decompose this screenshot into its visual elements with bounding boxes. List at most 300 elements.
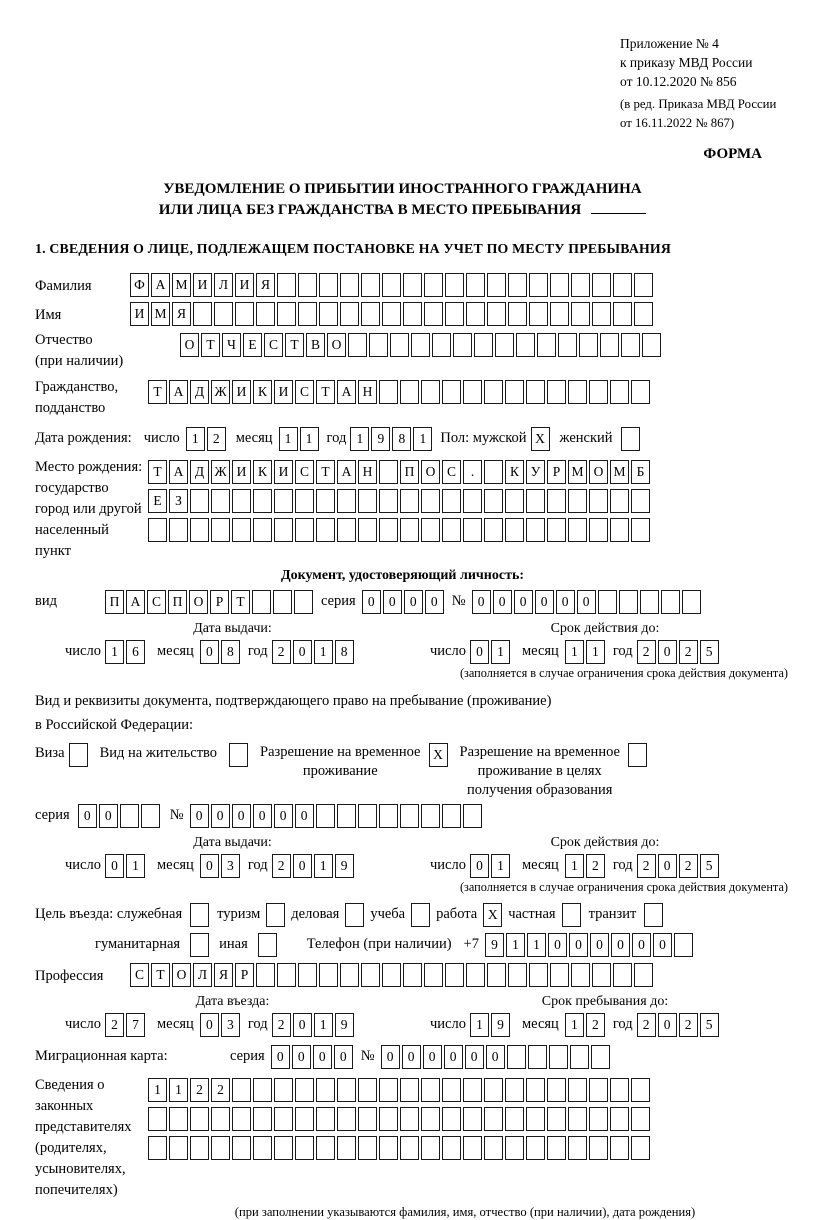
form-cell[interactable] (484, 1107, 503, 1131)
form-cell[interactable] (345, 903, 364, 927)
form-cell[interactable]: Ж (211, 460, 230, 484)
permit-series-cells[interactable] (78, 804, 160, 828)
form-cell[interactable] (316, 489, 335, 513)
form-cell[interactable]: 1 (491, 640, 510, 664)
form-cell[interactable]: С (295, 380, 314, 404)
form-cell[interactable] (610, 1078, 629, 1102)
form-cell[interactable]: Т (148, 460, 167, 484)
form-cell[interactable]: 9 (335, 854, 354, 878)
birthplace-cells-line3[interactable] (148, 518, 650, 542)
form-cell[interactable]: А (169, 460, 188, 484)
form-cell[interactable]: А (337, 460, 356, 484)
form-cell[interactable] (549, 1045, 568, 1069)
form-cell[interactable] (316, 518, 335, 542)
form-cell[interactable]: 1 (279, 427, 298, 451)
form-cell[interactable] (631, 1078, 650, 1102)
form-cell[interactable]: 2 (105, 1013, 124, 1037)
form-cell[interactable]: 0 (293, 1013, 312, 1037)
form-cell[interactable]: 0 (423, 1045, 442, 1069)
form-cell[interactable] (235, 302, 254, 326)
form-cell[interactable] (337, 1107, 356, 1131)
form-cell[interactable]: 2 (637, 640, 656, 664)
form-cell[interactable] (529, 302, 548, 326)
form-cell[interactable] (421, 1107, 440, 1131)
form-cell[interactable] (568, 1136, 587, 1160)
form-cell[interactable]: 2 (272, 1013, 291, 1037)
form-cell[interactable] (589, 489, 608, 513)
form-cell[interactable] (550, 302, 569, 326)
form-cell[interactable]: 3 (221, 854, 240, 878)
form-cell[interactable]: 0 (658, 640, 677, 664)
form-cell[interactable] (411, 903, 430, 927)
form-cell[interactable] (253, 1136, 272, 1160)
purpose-business-checkbox[interactable] (345, 903, 364, 927)
form-cell[interactable]: 2 (211, 1078, 230, 1102)
form-cell[interactable] (379, 804, 398, 828)
form-cell[interactable] (579, 333, 598, 357)
form-cell[interactable]: Р (235, 963, 254, 987)
form-cell[interactable]: Д (190, 380, 209, 404)
form-cell[interactable]: П (168, 590, 187, 614)
form-cell[interactable] (358, 804, 377, 828)
form-cell[interactable] (295, 489, 314, 513)
permit-number-cells[interactable] (190, 804, 482, 828)
form-cell[interactable] (421, 1136, 440, 1160)
form-cell[interactable] (610, 1136, 629, 1160)
form-cell[interactable]: И (274, 460, 293, 484)
form-cell[interactable]: 1 (169, 1078, 188, 1102)
form-cell[interactable]: 0 (632, 933, 651, 957)
form-cell[interactable]: 0 (200, 1013, 219, 1037)
form-cell[interactable]: М (610, 460, 629, 484)
form-cell[interactable] (229, 743, 248, 767)
form-cell[interactable] (442, 518, 461, 542)
representatives-cells-line2[interactable] (148, 1107, 650, 1131)
form-cell[interactable]: 9 (335, 1013, 354, 1037)
form-cell[interactable]: 1 (314, 1013, 333, 1037)
form-cell[interactable] (253, 489, 272, 513)
birthplace-cells-line2[interactable] (148, 489, 650, 513)
form-cell[interactable]: 0 (402, 1045, 421, 1069)
phone-cells[interactable] (485, 933, 693, 957)
form-cell[interactable] (598, 590, 617, 614)
form-cell[interactable]: 8 (392, 427, 411, 451)
form-cell[interactable]: С (130, 963, 149, 987)
form-cell[interactable] (642, 333, 661, 357)
form-cell[interactable]: 2 (637, 854, 656, 878)
form-cell[interactable] (568, 518, 587, 542)
form-cell[interactable] (442, 1078, 461, 1102)
doc-issue-month-cells[interactable] (200, 640, 240, 664)
form-cell[interactable]: X (483, 903, 502, 927)
form-cell[interactable] (631, 489, 650, 513)
form-cell[interactable] (421, 804, 440, 828)
form-cell[interactable]: 0 (274, 804, 293, 828)
form-cell[interactable] (442, 1107, 461, 1131)
purpose-transit-checkbox[interactable] (644, 903, 663, 927)
form-cell[interactable]: 2 (207, 427, 226, 451)
form-cell[interactable] (508, 302, 527, 326)
form-cell[interactable] (400, 804, 419, 828)
form-cell[interactable]: 0 (556, 590, 575, 614)
form-cell[interactable] (568, 489, 587, 513)
form-cell[interactable] (298, 302, 317, 326)
form-cell[interactable] (319, 302, 338, 326)
purpose-private-checkbox[interactable] (562, 903, 581, 927)
form-cell[interactable] (526, 1078, 545, 1102)
form-cell[interactable]: О (180, 333, 199, 357)
form-cell[interactable]: Е (243, 333, 262, 357)
form-cell[interactable] (298, 273, 317, 297)
form-cell[interactable]: 0 (253, 804, 272, 828)
form-cell[interactable]: И (232, 380, 251, 404)
form-cell[interactable] (445, 302, 464, 326)
form-cell[interactable] (508, 963, 527, 987)
form-cell[interactable]: 8 (335, 640, 354, 664)
form-cell[interactable] (463, 489, 482, 513)
form-cell[interactable]: 2 (679, 854, 698, 878)
form-cell[interactable] (120, 804, 139, 828)
form-cell[interactable] (232, 1107, 251, 1131)
form-cell[interactable] (589, 518, 608, 542)
form-cell[interactable]: 0 (514, 590, 533, 614)
form-cell[interactable]: 0 (465, 1045, 484, 1069)
form-cell[interactable] (661, 590, 680, 614)
form-cell[interactable] (474, 333, 493, 357)
form-cell[interactable]: Я (256, 273, 275, 297)
form-cell[interactable]: С (264, 333, 283, 357)
form-cell[interactable]: Д (190, 460, 209, 484)
entry-month-cells[interactable] (200, 1013, 240, 1037)
form-cell[interactable] (193, 302, 212, 326)
form-cell[interactable]: С (147, 590, 166, 614)
form-cell[interactable]: П (105, 590, 124, 614)
form-cell[interactable] (379, 1136, 398, 1160)
form-cell[interactable]: 0 (472, 590, 491, 614)
form-cell[interactable] (274, 1107, 293, 1131)
form-cell[interactable] (610, 1107, 629, 1131)
form-cell[interactable] (382, 963, 401, 987)
temp-residence-checkbox[interactable] (429, 743, 448, 767)
form-cell[interactable] (505, 380, 524, 404)
form-cell[interactable] (628, 743, 647, 767)
residence-permit-checkbox[interactable] (229, 743, 248, 767)
form-cell[interactable] (463, 1136, 482, 1160)
form-cell[interactable]: А (126, 590, 145, 614)
patronymic-cells[interactable] (180, 330, 661, 357)
form-cell[interactable] (445, 273, 464, 297)
form-cell[interactable] (421, 489, 440, 513)
form-cell[interactable]: Я (214, 963, 233, 987)
form-cell[interactable] (295, 1136, 314, 1160)
form-cell[interactable] (403, 302, 422, 326)
form-cell[interactable]: Н (358, 380, 377, 404)
form-cell[interactable]: 8 (221, 640, 240, 664)
form-cell[interactable] (319, 273, 338, 297)
form-cell[interactable] (256, 963, 275, 987)
citizenship-cells[interactable] (148, 377, 650, 404)
doc-type-cells[interactable] (105, 590, 313, 614)
form-cell[interactable] (529, 273, 548, 297)
form-cell[interactable]: Т (201, 333, 220, 357)
form-cell[interactable]: 1 (413, 427, 432, 451)
form-cell[interactable]: И (130, 302, 149, 326)
form-cell[interactable] (674, 933, 693, 957)
form-cell[interactable] (295, 1078, 314, 1102)
form-cell[interactable] (421, 518, 440, 542)
form-cell[interactable]: 0 (590, 933, 609, 957)
form-cell[interactable]: 0 (470, 854, 489, 878)
form-cell[interactable]: Т (316, 460, 335, 484)
form-cell[interactable] (424, 302, 443, 326)
form-cell[interactable]: 0 (292, 1045, 311, 1069)
representatives-cells-line1[interactable] (148, 1075, 650, 1102)
form-cell[interactable]: Л (193, 963, 212, 987)
form-cell[interactable] (505, 1136, 524, 1160)
form-cell[interactable]: 6 (126, 640, 145, 664)
form-cell[interactable] (589, 1078, 608, 1102)
form-cell[interactable] (337, 1078, 356, 1102)
form-cell[interactable] (442, 380, 461, 404)
form-cell[interactable]: Ж (211, 380, 230, 404)
form-cell[interactable]: 1 (314, 854, 333, 878)
form-cell[interactable]: О (589, 460, 608, 484)
stay-year-cells[interactable] (637, 1013, 719, 1037)
birth-year-cells[interactable] (350, 427, 432, 451)
form-cell[interactable]: 0 (362, 590, 381, 614)
form-cell[interactable] (211, 1136, 230, 1160)
form-cell[interactable] (294, 590, 313, 614)
form-cell[interactable]: 1 (148, 1078, 167, 1102)
form-cell[interactable]: 5 (700, 640, 719, 664)
form-cell[interactable]: Р (547, 460, 566, 484)
form-cell[interactable] (277, 302, 296, 326)
form-cell[interactable]: 1 (491, 854, 510, 878)
form-cell[interactable] (382, 302, 401, 326)
form-cell[interactable] (619, 590, 638, 614)
form-cell[interactable]: 0 (381, 1045, 400, 1069)
form-cell[interactable] (316, 1136, 335, 1160)
form-cell[interactable] (211, 489, 230, 513)
form-cell[interactable] (337, 804, 356, 828)
form-cell[interactable] (631, 518, 650, 542)
form-cell[interactable]: 0 (548, 933, 567, 957)
form-cell[interactable] (316, 1078, 335, 1102)
form-cell[interactable]: У (526, 460, 545, 484)
doc-issue-year-cells[interactable] (272, 640, 354, 664)
form-cell[interactable]: 0 (200, 640, 219, 664)
form-cell[interactable]: К (253, 380, 272, 404)
form-cell[interactable] (507, 1045, 526, 1069)
form-cell[interactable] (148, 1136, 167, 1160)
form-cell[interactable]: Ф (130, 273, 149, 297)
form-cell[interactable] (466, 302, 485, 326)
form-cell[interactable] (592, 273, 611, 297)
form-cell[interactable] (256, 302, 275, 326)
form-cell[interactable]: З (169, 489, 188, 513)
form-cell[interactable]: 0 (99, 804, 118, 828)
entry-day-cells[interactable] (105, 1013, 145, 1037)
form-cell[interactable] (600, 333, 619, 357)
form-cell[interactable] (400, 1136, 419, 1160)
form-cell[interactable]: 1 (105, 640, 124, 664)
permit-issue-month-cells[interactable] (200, 854, 240, 878)
form-cell[interactable] (547, 380, 566, 404)
form-cell[interactable]: 0 (78, 804, 97, 828)
sex-male-checkbox[interactable] (531, 427, 550, 451)
form-cell[interactable]: 2 (190, 1078, 209, 1102)
form-cell[interactable] (568, 1107, 587, 1131)
form-cell[interactable] (529, 963, 548, 987)
form-cell[interactable] (369, 333, 388, 357)
form-cell[interactable] (640, 590, 659, 614)
form-cell[interactable]: 9 (371, 427, 390, 451)
form-cell[interactable] (571, 273, 590, 297)
form-cell[interactable]: 0 (569, 933, 588, 957)
form-cell[interactable] (589, 1136, 608, 1160)
form-cell[interactable]: 0 (383, 590, 402, 614)
form-cell[interactable] (400, 1107, 419, 1131)
form-cell[interactable]: 2 (637, 1013, 656, 1037)
form-cell[interactable]: 0 (211, 804, 230, 828)
doc-validity-month-cells[interactable] (565, 640, 605, 664)
form-cell[interactable] (526, 1136, 545, 1160)
form-cell[interactable]: 2 (586, 1013, 605, 1037)
form-cell[interactable] (361, 963, 380, 987)
form-cell[interactable]: 9 (485, 933, 504, 957)
form-cell[interactable] (358, 518, 377, 542)
birth-month-cells[interactable] (279, 427, 319, 451)
form-cell[interactable] (442, 1136, 461, 1160)
visa-checkbox[interactable] (69, 743, 88, 767)
form-cell[interactable]: Е (148, 489, 167, 513)
form-cell[interactable] (547, 1107, 566, 1131)
form-cell[interactable] (319, 963, 338, 987)
sex-female-checkbox[interactable] (621, 427, 640, 451)
doc-number-cells[interactable] (472, 590, 701, 614)
form-cell[interactable] (190, 933, 209, 957)
form-cell[interactable] (379, 1107, 398, 1131)
form-cell[interactable] (400, 518, 419, 542)
form-cell[interactable] (568, 1078, 587, 1102)
form-cell[interactable]: 0 (658, 854, 677, 878)
form-cell[interactable] (337, 518, 356, 542)
form-cell[interactable]: О (327, 333, 346, 357)
form-cell[interactable] (463, 518, 482, 542)
form-cell[interactable] (528, 1045, 547, 1069)
form-cell[interactable]: 5 (700, 854, 719, 878)
form-cell[interactable]: 9 (491, 1013, 510, 1037)
form-cell[interactable]: 1 (565, 854, 584, 878)
form-cell[interactable] (537, 333, 556, 357)
form-cell[interactable]: В (306, 333, 325, 357)
form-cell[interactable] (505, 1107, 524, 1131)
form-cell[interactable] (487, 963, 506, 987)
form-cell[interactable] (190, 1136, 209, 1160)
form-cell[interactable] (445, 963, 464, 987)
form-cell[interactable]: 0 (200, 854, 219, 878)
form-cell[interactable] (589, 1107, 608, 1131)
form-cell[interactable]: И (274, 380, 293, 404)
form-cell[interactable] (403, 963, 422, 987)
form-cell[interactable] (424, 963, 443, 987)
form-cell[interactable]: И (193, 273, 212, 297)
doc-series-cells[interactable] (362, 590, 444, 614)
form-cell[interactable]: 0 (293, 854, 312, 878)
temp-residence-edu-checkbox[interactable] (628, 743, 647, 767)
form-cell[interactable] (463, 1107, 482, 1131)
form-cell[interactable]: 0 (658, 1013, 677, 1037)
form-cell[interactable] (550, 273, 569, 297)
form-cell[interactable]: 0 (313, 1045, 332, 1069)
form-cell[interactable] (631, 1136, 650, 1160)
form-cell[interactable] (253, 1107, 272, 1131)
form-cell[interactable] (358, 1107, 377, 1131)
permit-validity-year-cells[interactable] (637, 854, 719, 878)
form-cell[interactable]: 0 (535, 590, 554, 614)
form-cell[interactable] (558, 333, 577, 357)
form-cell[interactable] (382, 273, 401, 297)
form-cell[interactable] (232, 1136, 251, 1160)
form-cell[interactable]: X (531, 427, 550, 451)
doc-validity-day-cells[interactable] (470, 640, 510, 664)
form-cell[interactable]: 2 (272, 854, 291, 878)
form-cell[interactable] (634, 273, 653, 297)
form-cell[interactable] (340, 273, 359, 297)
form-cell[interactable] (610, 380, 629, 404)
form-cell[interactable]: 1 (565, 640, 584, 664)
form-cell[interactable] (442, 489, 461, 513)
form-cell[interactable]: Т (285, 333, 304, 357)
form-cell[interactable] (69, 743, 88, 767)
form-cell[interactable] (169, 518, 188, 542)
form-cell[interactable]: 0 (486, 1045, 505, 1069)
form-cell[interactable] (253, 518, 272, 542)
form-cell[interactable] (273, 590, 292, 614)
form-cell[interactable] (340, 302, 359, 326)
form-cell[interactable] (466, 963, 485, 987)
form-cell[interactable] (613, 273, 632, 297)
form-cell[interactable] (631, 1107, 650, 1131)
form-cell[interactable]: М (151, 302, 170, 326)
form-cell[interactable] (337, 1136, 356, 1160)
migration-number-cells[interactable] (381, 1045, 610, 1069)
form-cell[interactable] (190, 903, 209, 927)
birthplace-cells-line1[interactable] (148, 457, 650, 484)
form-cell[interactable]: Б (631, 460, 650, 484)
form-cell[interactable] (411, 333, 430, 357)
form-cell[interactable] (421, 380, 440, 404)
form-cell[interactable] (277, 273, 296, 297)
form-cell[interactable] (463, 380, 482, 404)
form-cell[interactable]: 2 (272, 640, 291, 664)
form-cell[interactable]: 0 (425, 590, 444, 614)
form-cell[interactable] (463, 1078, 482, 1102)
form-cell[interactable]: М (172, 273, 191, 297)
form-cell[interactable] (505, 489, 524, 513)
form-cell[interactable] (211, 518, 230, 542)
form-cell[interactable]: 0 (334, 1045, 353, 1069)
form-cell[interactable] (232, 518, 251, 542)
form-cell[interactable]: 0 (470, 640, 489, 664)
form-cell[interactable] (547, 518, 566, 542)
doc-issue-day-cells[interactable] (105, 640, 145, 664)
form-cell[interactable] (453, 333, 472, 357)
form-cell[interactable]: А (169, 380, 188, 404)
form-cell[interactable] (232, 1078, 251, 1102)
form-cell[interactable] (613, 302, 632, 326)
form-cell[interactable] (316, 804, 335, 828)
